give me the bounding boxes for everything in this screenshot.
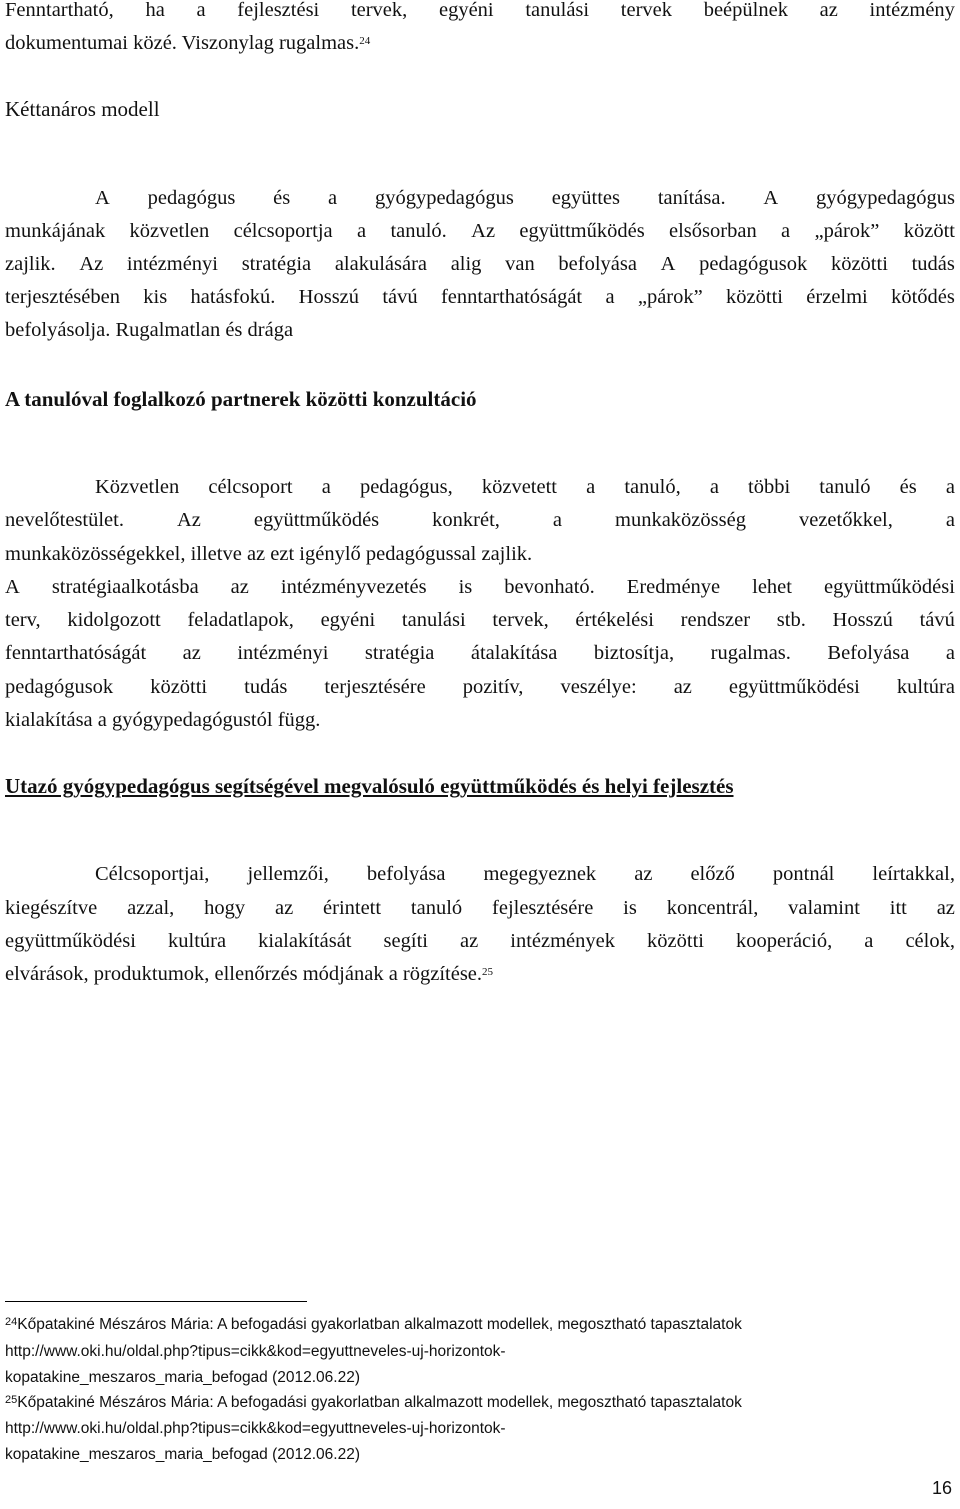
word: egyéni bbox=[438, 0, 494, 21]
word: terv, bbox=[5, 609, 41, 631]
word: a bbox=[781, 220, 791, 242]
word: célcsoportja bbox=[233, 220, 333, 242]
word: Fenntartható, bbox=[5, 0, 114, 21]
word: kis bbox=[143, 286, 168, 308]
footnote-24-line-1 bbox=[5, 1314, 742, 1336]
footnote-25-line-3: kopatakine_meszaros_maria_befogad (2012.06.22) bbox=[5, 1446, 361, 1463]
s1-line-1 bbox=[95, 186, 955, 210]
word: munkaközösség bbox=[615, 509, 746, 531]
word: tanítása. bbox=[657, 187, 726, 209]
s2-line-5 bbox=[5, 608, 955, 632]
word: pedagógus bbox=[147, 187, 236, 209]
word: a bbox=[709, 476, 719, 498]
word: az bbox=[274, 897, 294, 919]
word: is bbox=[458, 576, 473, 598]
word: előző bbox=[690, 863, 735, 885]
word: tanuló, bbox=[624, 476, 681, 498]
word: a bbox=[945, 642, 955, 664]
word: gyógypedagógus bbox=[374, 187, 514, 209]
word: intézményi bbox=[237, 642, 329, 664]
word: az bbox=[819, 0, 838, 21]
word: a bbox=[945, 509, 955, 531]
footnote-25-line-2: http://www.oki.hu/oldal.php?tipus=cikk&kod=egyuttneveles-uj-horizontok- bbox=[5, 1420, 506, 1437]
word: valamint bbox=[788, 897, 860, 919]
word: az bbox=[460, 930, 479, 952]
word: pontnál bbox=[772, 863, 835, 885]
word: az bbox=[634, 863, 653, 885]
word: „párok” bbox=[637, 286, 703, 308]
page-number: 16 bbox=[931, 1478, 952, 1498]
word: Befolyása bbox=[827, 642, 910, 664]
word: közvetlen bbox=[129, 220, 210, 242]
s2-line-4 bbox=[5, 575, 955, 599]
word: között bbox=[903, 220, 955, 242]
s2-line-2 bbox=[5, 508, 955, 532]
word: intézmények bbox=[510, 930, 615, 952]
word: intézményi bbox=[126, 253, 219, 275]
s2-line-1 bbox=[95, 475, 955, 499]
word: a bbox=[945, 476, 955, 498]
word: az bbox=[230, 576, 249, 598]
word: vezetőkkel, bbox=[798, 509, 893, 531]
word: feladatlapok, bbox=[187, 609, 294, 631]
word: A bbox=[95, 187, 110, 209]
s1-line-5: befolyásolja. Rugalmatlan és drága bbox=[5, 319, 294, 341]
word: is bbox=[623, 897, 637, 919]
s3-line-3 bbox=[5, 929, 955, 953]
word: stratégiaalkotásba bbox=[51, 576, 199, 598]
word: alig bbox=[450, 253, 482, 275]
word: többi bbox=[748, 476, 791, 498]
word: távú bbox=[382, 286, 418, 308]
word: közötti bbox=[726, 286, 783, 308]
word: együttműködési bbox=[728, 676, 860, 698]
word: gyógypedagógus bbox=[816, 187, 955, 209]
word: bevonható. bbox=[504, 576, 595, 598]
s1-line-4 bbox=[5, 285, 955, 309]
word: kialakítását bbox=[258, 930, 352, 952]
word: a bbox=[552, 509, 563, 531]
word: kiegészítve bbox=[5, 897, 98, 919]
word: az bbox=[673, 676, 692, 698]
footnote-separator bbox=[5, 1301, 307, 1302]
word: fenntarthatóságát bbox=[5, 642, 147, 664]
word: pedagógus, bbox=[359, 476, 453, 498]
word: és bbox=[899, 476, 917, 498]
word: stratégia bbox=[241, 253, 312, 275]
word: tervek bbox=[620, 0, 673, 21]
word: A bbox=[763, 187, 779, 209]
footnote-24-text: Kőpatakiné Mészáros Mária: A befogadási gyakorlatban alkalmazott modellek, megosztható tapasztalatok bbox=[17, 1316, 742, 1333]
word: munkájának bbox=[5, 220, 106, 242]
word: kooperáció, bbox=[736, 930, 833, 952]
word: tervek, bbox=[350, 0, 408, 21]
word: átalakítása bbox=[470, 642, 558, 664]
word: érintett bbox=[323, 897, 382, 919]
word: a bbox=[196, 0, 206, 21]
word: A bbox=[5, 576, 20, 598]
word: Célcsoportjai, bbox=[95, 863, 210, 885]
s3-line-2 bbox=[5, 896, 955, 920]
footnote-ref-24: 24 bbox=[359, 35, 371, 47]
top-para-text: dokumentumai közé. Viszonylag rugalmas. bbox=[5, 32, 360, 54]
word: fejlesztési bbox=[237, 0, 320, 21]
word: tanuló. bbox=[390, 220, 447, 242]
word: Hosszú bbox=[298, 286, 360, 308]
word: stb. bbox=[776, 609, 806, 631]
word: kultúra bbox=[896, 676, 955, 698]
s3-line-4-text: elvárások, produktumok, ellenőrzés módjának a rögzítése. bbox=[5, 963, 483, 985]
word: stratégia bbox=[364, 642, 435, 664]
word: tanulási bbox=[401, 609, 466, 631]
word: célok, bbox=[905, 930, 955, 952]
word: terjesztésében bbox=[5, 286, 120, 308]
word: a bbox=[586, 476, 596, 498]
word: együttműködés bbox=[253, 509, 380, 531]
word: tudás bbox=[244, 676, 288, 698]
word: hatásfokú. bbox=[190, 286, 276, 308]
word: tanuló bbox=[819, 476, 871, 498]
s1-line-2 bbox=[5, 219, 955, 243]
s1-line-3 bbox=[5, 252, 955, 276]
word: Az bbox=[176, 509, 201, 531]
word: veszélye: bbox=[560, 676, 637, 698]
word: rendszer bbox=[680, 609, 751, 631]
s3-line-4 bbox=[5, 962, 493, 986]
word: Közvetlen bbox=[95, 476, 180, 498]
word: tervek, bbox=[492, 609, 549, 631]
word: a bbox=[328, 187, 338, 209]
word: együttműködés bbox=[519, 220, 645, 242]
word: értékelési bbox=[575, 609, 654, 631]
word: közvetett bbox=[481, 476, 557, 498]
word: lehet bbox=[752, 576, 792, 598]
word: pedagógusok bbox=[699, 253, 808, 275]
word: Eredménye bbox=[626, 576, 721, 598]
footnote-24-number: 24 bbox=[5, 1316, 18, 1328]
s2-line-3: munkaközösségekkel, illetve az ezt igénylő pedagógussal zajlik. bbox=[5, 543, 533, 565]
word: van bbox=[505, 253, 535, 275]
top-para-line-2 bbox=[5, 31, 370, 55]
word: befolyása bbox=[366, 863, 446, 885]
word: Hosszú bbox=[832, 609, 893, 631]
word: közötti bbox=[830, 253, 888, 275]
word: tanulási bbox=[525, 0, 590, 21]
word: a bbox=[605, 286, 615, 308]
word: kidolgozott bbox=[67, 609, 161, 631]
word: kötődés bbox=[891, 286, 955, 308]
s2-line-6 bbox=[5, 641, 955, 665]
word: segíti bbox=[383, 930, 428, 952]
word: egyéni bbox=[320, 609, 376, 631]
word: nevelőtestület. bbox=[5, 509, 124, 531]
word: fenntarthatóságát bbox=[440, 286, 583, 308]
s3-line-1 bbox=[95, 862, 955, 886]
word: az bbox=[182, 642, 201, 664]
word: pozitív, bbox=[462, 676, 524, 698]
word: hogy bbox=[204, 897, 246, 919]
s2-line-7 bbox=[5, 675, 955, 699]
word: Az bbox=[471, 220, 496, 242]
word: és bbox=[273, 187, 291, 209]
word: zajlik. bbox=[5, 253, 56, 275]
word: elsősorban bbox=[669, 220, 757, 242]
word: együttműködési bbox=[5, 930, 136, 952]
s2-line-8: kialakítása a gyógypedagógustól függ. bbox=[5, 709, 321, 731]
word: megegyeznek bbox=[483, 863, 597, 885]
footnote-ref-25: 25 bbox=[482, 966, 494, 978]
word: leírtakkal, bbox=[872, 863, 955, 885]
word: itt bbox=[889, 897, 907, 919]
word: konkrét, bbox=[432, 509, 500, 531]
word: intézményvezetés bbox=[280, 576, 427, 598]
word: közötti bbox=[150, 676, 208, 698]
word: érzelmi bbox=[806, 286, 868, 308]
word: pedagógusok bbox=[5, 676, 114, 698]
word: biztosítja, bbox=[593, 642, 675, 664]
word: terjesztésére bbox=[324, 676, 426, 698]
word: a bbox=[321, 476, 331, 498]
word: jellemzői, bbox=[247, 863, 329, 885]
word: a bbox=[356, 220, 367, 242]
word: ha bbox=[145, 0, 165, 21]
word: együttes bbox=[551, 187, 621, 209]
word: tudás bbox=[911, 253, 955, 275]
section-heading-utazo: Utazó gyógypedagógus segítségével megvalósuló együttműködés és helyi fejlesztés bbox=[5, 774, 734, 798]
word: azzal, bbox=[127, 897, 175, 919]
word: célcsoport bbox=[208, 476, 293, 498]
word: koncentrál, bbox=[666, 897, 759, 919]
footnote-25-line-1 bbox=[5, 1392, 742, 1414]
word: befolyása bbox=[558, 253, 637, 275]
top-para-line-1 bbox=[5, 0, 955, 22]
word: rugalmas. bbox=[710, 642, 791, 664]
footnote-25-text: Kőpatakiné Mészáros Mária: A befogadási gyakorlatban alkalmazott modellek, megosztható tapasztalatok bbox=[17, 1394, 742, 1411]
word: a bbox=[864, 930, 874, 952]
word: az bbox=[936, 897, 955, 919]
word: kultúra bbox=[168, 930, 227, 952]
section-heading-ketttanaros: Kéttanáros modell bbox=[5, 97, 160, 121]
footnote-24-line-2: http://www.oki.hu/oldal.php?tipus=cikk&kod=egyuttneveles-uj-horizontok- bbox=[5, 1343, 506, 1360]
word: A bbox=[660, 253, 676, 275]
footnote-24-line-3: kopatakine_meszaros_maria_befogad (2012.06.22) bbox=[5, 1369, 361, 1386]
section-heading-konzultacio: A tanulóval foglalkozó partnerek közötti konzultáció bbox=[5, 387, 477, 411]
word: fejlesztésére bbox=[492, 897, 594, 919]
word: Az bbox=[79, 253, 104, 275]
word: távú bbox=[919, 609, 955, 631]
word: alakulására bbox=[334, 253, 428, 275]
word: intézmény bbox=[869, 0, 955, 21]
word: „párok” bbox=[814, 220, 880, 242]
word: tanuló bbox=[410, 897, 463, 919]
footnote-25-number: 25 bbox=[5, 1394, 18, 1406]
word: együttműködési bbox=[823, 576, 955, 598]
word: közötti bbox=[647, 930, 704, 952]
word: beépülnek bbox=[703, 0, 788, 21]
